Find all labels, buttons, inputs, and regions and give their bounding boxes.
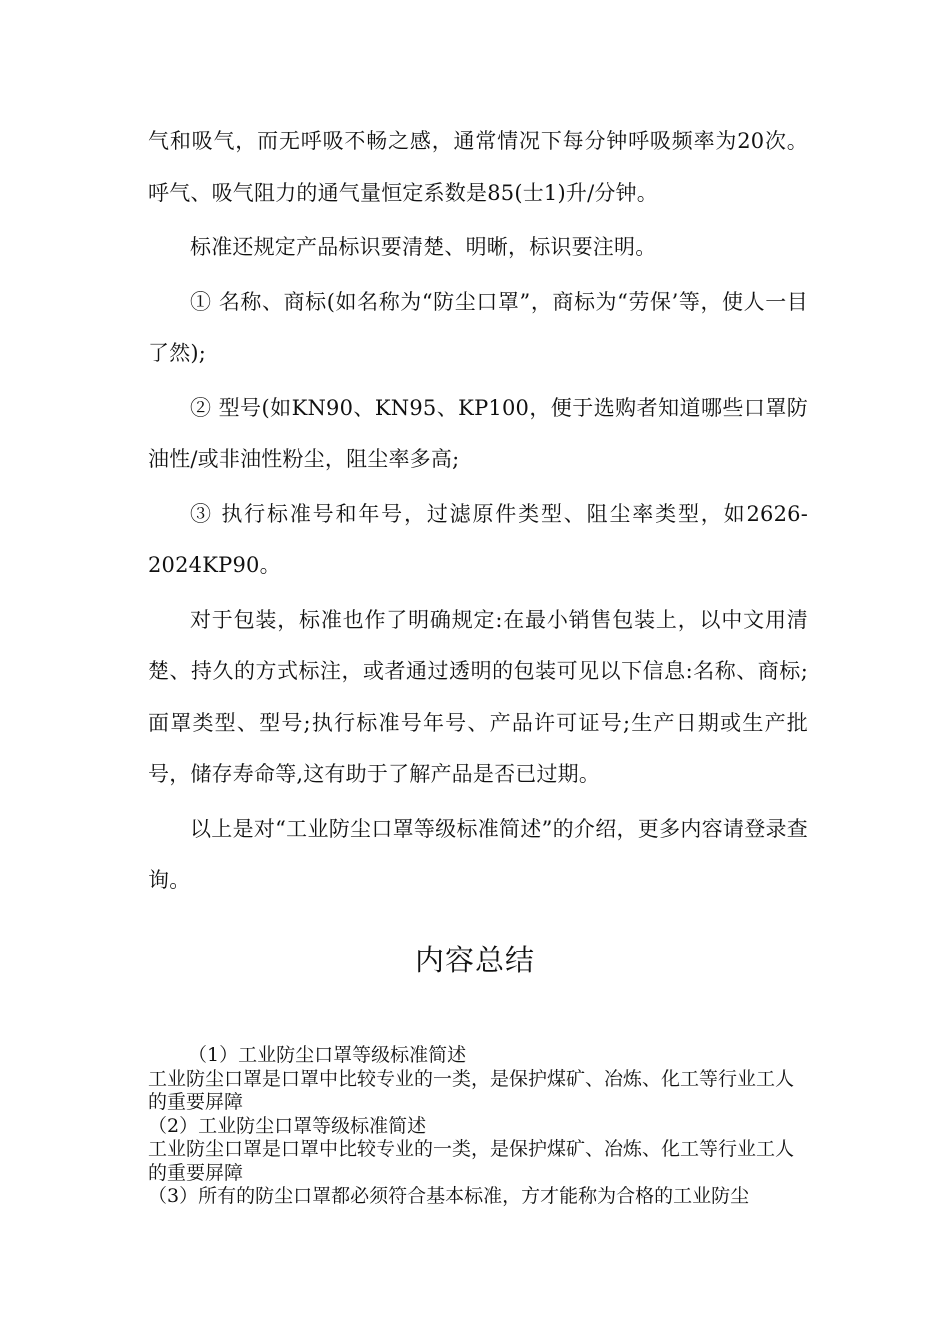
paragraph-item-name-trademark: ① 名称、商标(如名称为“防尘口罩”，商标为“劳保’等，使人一目了然); <box>148 289 808 365</box>
paragraph-item-standard-number: ③ 执行标准号和年号，过滤原件类型、阻尘率类型，如2626-2024KP90。 <box>148 501 808 577</box>
paragraph-packaging: 对于包装，标准也作了明确规定:在最小销售包装上，以中文用清楚、持久的方式标注，或者通过透明的包装可见以下信息:名称、商标;面罩类型、型号;执行标准号年号、产品许可证号;生产日期或生产批号，储存寿命等,这有助于了解产品是否已过期。 <box>148 607 808 786</box>
summary-line: （3）所有的防尘口罩都必须符合基本标准，方才能称为合格的工业防尘 <box>148 1185 750 1207</box>
paragraph-conclusion: 以上是对“工业防尘口罩等级标准简述”的介绍，更多内容请登录查询。 <box>148 816 808 892</box>
document-body <box>148 116 808 910</box>
summary-line: 工业防尘口罩是口罩中比较专业的一类，是保护煤矿、冶炼、化工等行业工人的重要屏障 <box>148 1067 795 1113</box>
summary-line: （1）工业防尘口罩等级标准简述 <box>188 1044 467 1066</box>
paragraph-item-model: ② 型号(如KN90、KN95、KP100，便于选购者知道哪些口罩防油性/或非油性粉尘，阻尘率多高; <box>148 395 808 471</box>
paragraph-labeling-requirement: 标准还规定产品标识要清楚、明晰，标识要注明。 <box>190 235 657 259</box>
paragraph-breathing-rate: 气和吸气，而无呼吸不畅之感，通常情况下每分钟呼吸频率为20次。呼气、吸气阻力的通气量恒定系数是85(士1)升/分钟。 <box>148 129 808 205</box>
summary-heading: 内容总结 <box>414 943 535 977</box>
summary-section <box>148 1044 808 1209</box>
summary-line: （2）工业防尘口罩等级标准简述 <box>148 1114 427 1137</box>
summary-line: 工业防尘口罩是口罩中比较专业的一类，是保护煤矿、冶炼、化工等行业工人的重要屏障 <box>148 1138 795 1184</box>
